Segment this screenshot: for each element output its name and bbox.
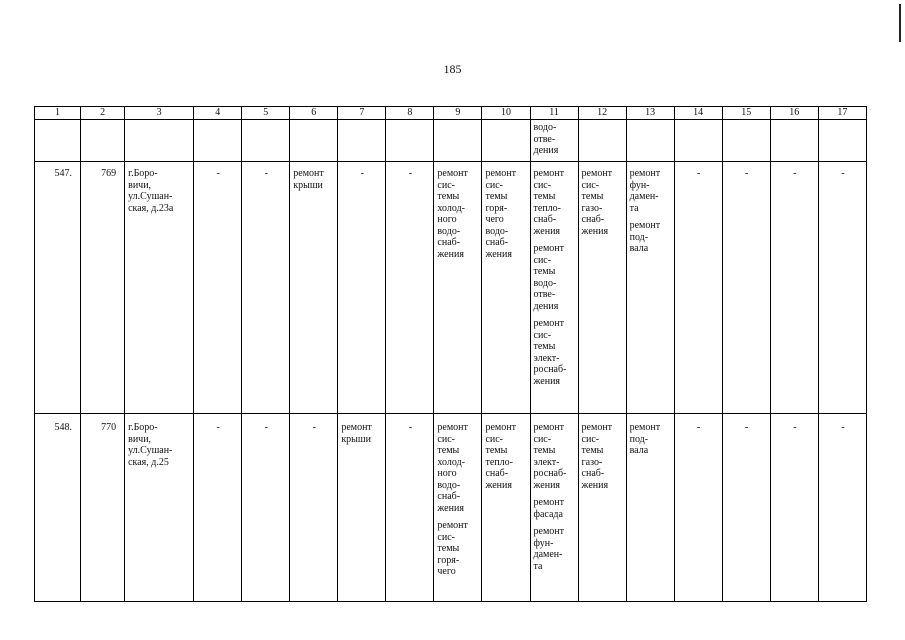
work-item: ремонт под- вала (629, 220, 661, 254)
cell-col-9 (434, 414, 482, 602)
page-edge-mark (899, 4, 901, 42)
continuation-cell-2 (81, 120, 125, 162)
row-number: 548. (35, 414, 81, 602)
column-header-14: 14 (674, 107, 722, 120)
column-header-17: 17 (818, 107, 866, 120)
continuation-cell-14 (674, 120, 722, 162)
work-item: ремонт сис- темы тепло- снаб- жения (485, 422, 516, 491)
column-header-12: 12 (578, 107, 626, 120)
work-item: ремонт сис- темы горя- чего водо- снаб- жения (485, 168, 516, 260)
work-item: ремонт сис- темы тепло- снаб- жения (533, 168, 564, 237)
cell-col-15: - (722, 162, 770, 414)
continuation-cell-8 (386, 120, 434, 162)
cell-col-10 (482, 414, 530, 602)
work-item: ремонт фасада (533, 497, 564, 520)
address: г.Боро- вичи, ул.Сушан- ская, д.25 (125, 414, 194, 602)
cell-col-14: - (674, 162, 722, 414)
column-header-10: 10 (482, 107, 530, 120)
cell-col-12 (578, 162, 626, 414)
work-item: ремонт сис- темы элект- роснаб- жения (533, 318, 567, 387)
work-item: ремонт фун- дамен- та (629, 168, 661, 214)
continuation-cell-1 (35, 120, 81, 162)
column-number-header-row (35, 107, 867, 120)
cell-col-14: - (674, 414, 722, 602)
continuation-cell-6 (290, 120, 338, 162)
column-header-9: 9 (434, 107, 482, 120)
work-item: ремонт фун- дамен- та (533, 526, 564, 572)
continuation-cell-10 (482, 120, 530, 162)
column-header-15: 15 (722, 107, 770, 120)
continuation-cell-4 (194, 120, 242, 162)
work-item: ремонт сис- темы холод- ного водо- снаб- жения (437, 168, 468, 260)
cell-col-11 (530, 162, 578, 414)
column-header-2: 2 (81, 107, 125, 120)
column-header-11: 11 (530, 107, 578, 120)
house-id: 769 (81, 162, 125, 414)
work-item: ремонт сис- темы газо- снаб- жения (581, 422, 613, 491)
column-header-13: 13 (626, 107, 674, 120)
continuation-cell-9 (434, 120, 482, 162)
cell-col-16: - (770, 162, 818, 414)
cell-col-5: - (242, 414, 290, 602)
house-id: 770 (81, 414, 125, 602)
continuation-cell-13 (626, 120, 674, 162)
cell-col-5: - (242, 162, 290, 414)
table-row (35, 414, 867, 602)
work-item: ремонт сис- темы водо- отве- дения (533, 243, 564, 312)
column-header-16: 16 (770, 107, 818, 120)
work-item: ремонт под- вала (629, 422, 661, 456)
cell-col-9 (434, 162, 482, 414)
continuation-cell-16 (770, 120, 818, 162)
cell-col-10 (482, 162, 530, 414)
cell-col-8: - (386, 414, 434, 602)
cell-col-8: - (386, 162, 434, 414)
repair-schedule-table (34, 106, 867, 602)
continuation-cell-7 (338, 120, 386, 162)
address: г.Боро- вичи, ул.Сушан- ская, д.23а (125, 162, 194, 414)
continuation-cell-3 (125, 120, 194, 162)
cell-col-16: - (770, 414, 818, 602)
row-number: 547. (35, 162, 81, 414)
continuation-cell-17 (818, 120, 866, 162)
cell-col-4: - (194, 162, 242, 414)
cell-col-7: ремонт крыши (338, 414, 386, 602)
cell-col-17: - (818, 414, 866, 602)
cell-col-4: - (194, 414, 242, 602)
cell-col-11 (530, 414, 578, 602)
column-header-5: 5 (242, 107, 290, 120)
cell-col-17: - (818, 162, 866, 414)
column-header-1: 1 (35, 107, 81, 120)
cell-col-7: - (338, 162, 386, 414)
continuation-cell-5 (242, 120, 290, 162)
work-item: ремонт сис- темы холод- ного водо- снаб- жения (437, 422, 468, 514)
column-header-4: 4 (194, 107, 242, 120)
page-number: 185 (443, 62, 462, 76)
column-header-7: 7 (338, 107, 386, 120)
cell-col-12 (578, 414, 626, 602)
continuation-cell-12 (578, 120, 626, 162)
column-header-6: 6 (290, 107, 338, 120)
table-row (35, 162, 867, 414)
continuation-cell-15 (722, 120, 770, 162)
work-item: ремонт сис- темы газо- снаб- жения (581, 168, 613, 237)
continuation-row (35, 120, 867, 162)
cell-col-6: - (290, 414, 338, 602)
cell-col-13 (626, 414, 674, 602)
work-item: ремонт сис- темы элект- роснаб- жения (533, 422, 567, 491)
cell-col-6: ремонт крыши (290, 162, 338, 414)
cell-col-13 (626, 162, 674, 414)
continuation-cell-11: водо- отве- дения (530, 120, 578, 162)
column-header-3: 3 (125, 107, 194, 120)
column-header-8: 8 (386, 107, 434, 120)
cell-col-15: - (722, 414, 770, 602)
work-item: ремонт сис- темы горя- чего (437, 520, 468, 577)
